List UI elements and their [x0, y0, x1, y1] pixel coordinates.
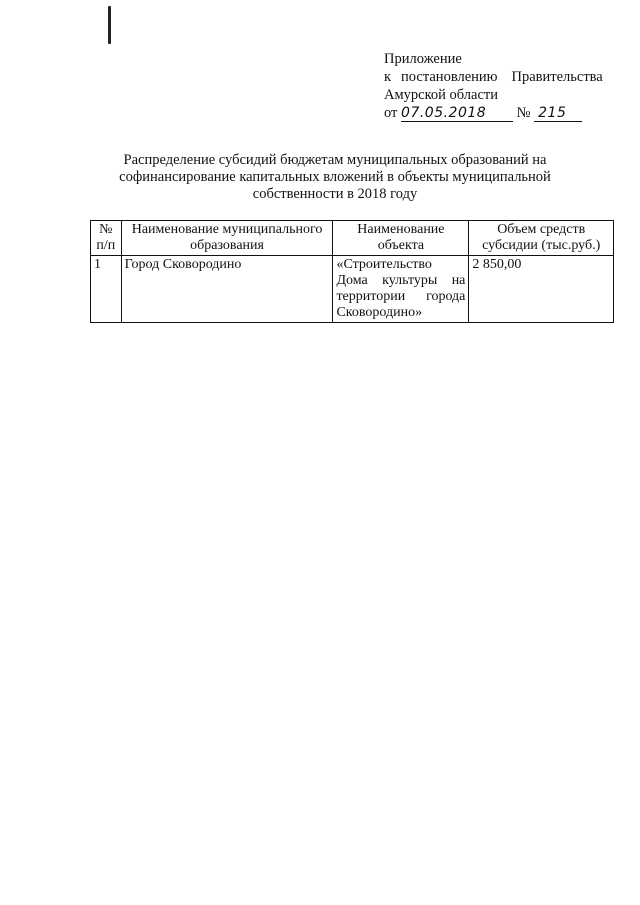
number-prefix: №: [516, 105, 531, 121]
table-header-row: [91, 221, 614, 256]
annex-resolution-word: постановлению: [401, 69, 498, 85]
cell-amount: 2 850,00: [469, 256, 614, 323]
scan-artifact-mark: [108, 6, 111, 44]
annex-government-word: Правительства: [511, 69, 603, 85]
annex-date-number-line: [384, 104, 624, 122]
header-amount: Объем средств субсидии (тыс.руб.): [469, 221, 614, 256]
annex-resolution-line: [384, 68, 624, 86]
document-title: Распределение субсидий бюджетам муниципальных образований на софинансирование капитальных вложений в объекты муниципальной собственности в 2018 году: [119, 152, 551, 202]
date-prefix: от: [384, 105, 398, 121]
cell-object: «Строительство Дома культуры на территории города Сковородино»: [333, 256, 469, 323]
header-object: Наименование объекта: [333, 221, 469, 256]
cell-municipality: Город Сковородино: [121, 256, 333, 323]
table-row: [91, 256, 614, 323]
annex-preposition: к: [384, 69, 392, 85]
annex-title: Приложение: [384, 51, 462, 67]
handwritten-number: 215: [534, 106, 582, 122]
cell-num: 1: [91, 256, 122, 323]
handwritten-date: 07.05.2018: [401, 106, 513, 122]
subsidy-table: [90, 220, 614, 323]
annex-region: Амурской области: [384, 87, 498, 103]
header-municipality: Наименование муниципального образования: [121, 221, 333, 256]
header-num: № п/п: [91, 221, 122, 256]
annex-header: [384, 50, 624, 122]
